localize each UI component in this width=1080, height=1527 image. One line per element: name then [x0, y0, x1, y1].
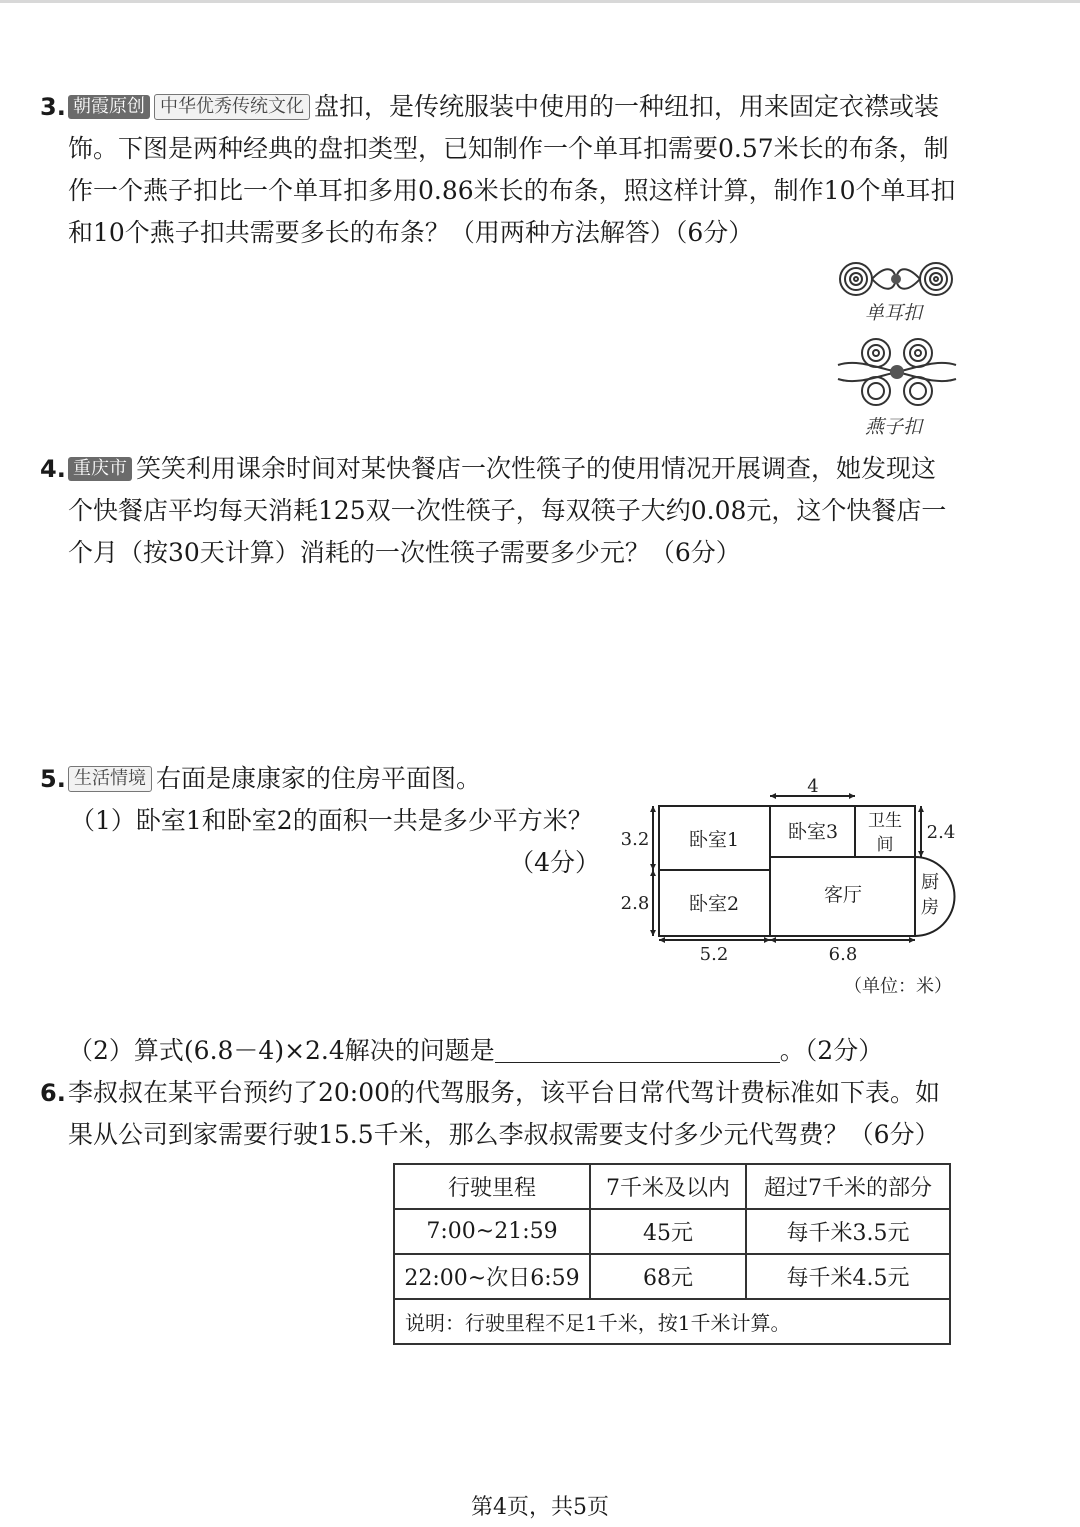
- question-number: 3.: [40, 93, 66, 121]
- single-ear-knot-icon: [836, 258, 956, 300]
- room-kitchen-line2: 房: [921, 897, 939, 918]
- sub-question-2-text: （2）算式(6.8－4)×2.4解决的问题是: [68, 1036, 495, 1065]
- room-kitchen-line1: 厨: [921, 872, 939, 893]
- table-cell: 7:00~21:59: [394, 1209, 590, 1254]
- table-note-row: [394, 1299, 950, 1344]
- dim-left-upper: 3.2: [620, 829, 650, 850]
- question-5: [40, 758, 600, 884]
- table-row: [394, 1254, 950, 1299]
- dim-top: 4: [807, 776, 819, 797]
- top-border: [0, 0, 1080, 3]
- fee-table: [393, 1163, 951, 1345]
- question-text: 笑笑利用课余时间对某快餐店一次性筷子的使用情况开展调查，她发现这个快餐店平均每天消耗125双一次性筷子，每双筷子大约0.08元，这个快餐店一个月（按30天计算）消耗的一次性筷子需要多少元？（6分）: [68, 454, 947, 567]
- table-cell: 45元: [590, 1209, 746, 1254]
- swallow-knot-caption: 燕子扣: [865, 416, 923, 438]
- swallow-knot-icon: [836, 333, 958, 411]
- source-tag: 重庆市: [68, 457, 132, 481]
- room-bedroom-3: 卧室3: [787, 821, 839, 843]
- sub-question-2: [68, 1030, 988, 1072]
- room-bathroom-line1: 卫生: [868, 811, 902, 831]
- question-number: 6.: [40, 1079, 66, 1107]
- table-cell: 每千米4.5元: [746, 1254, 950, 1299]
- table-note: 说明：行驶里程不足1千米，按1千米计算。: [394, 1299, 950, 1344]
- question-3: [40, 86, 960, 254]
- sub-question-2-score: 。（2分）: [779, 1036, 884, 1065]
- single-ear-knot-caption: 单耳扣: [865, 302, 923, 324]
- question-intro: 右面是康康家的住房平面图。: [156, 764, 482, 793]
- page-footer: 第4页，共5页: [471, 1495, 609, 1520]
- table-header: 7千米及以内: [590, 1164, 746, 1209]
- unit-label: （单位：米）: [844, 976, 952, 997]
- dim-bottom-left: 5.2: [699, 944, 729, 965]
- context-tag: 生活情境: [68, 766, 152, 792]
- sub-question-1-score: （4分）: [509, 848, 600, 877]
- question-number: 4.: [40, 455, 66, 483]
- floor-plan: [615, 770, 960, 1000]
- question-text: 李叔叔在某平台预约了20:00的代驾服务，该平台日常代驾计费标准如下表。如果从公司到家需要行驶15.5千米，那么李叔叔需要支付多少元代驾费？（6分）: [68, 1078, 941, 1149]
- table-cell: 每千米3.5元: [746, 1209, 950, 1254]
- question-6: [40, 1072, 960, 1156]
- table-header: 行驶里程: [394, 1164, 590, 1209]
- dim-left-lower: 2.8: [620, 893, 650, 914]
- answer-blank[interactable]: [495, 1036, 780, 1063]
- sub-question-1: （1）卧室1和卧室2的面积一共是多少平方米？: [70, 806, 593, 835]
- dim-bottom-right: 6.8: [828, 944, 858, 965]
- question-text: 盘扣，是传统服装中使用的一种纽扣，用来固定衣襟或装饰。下图是两种经典的盘扣类型，已知制作一个单耳扣需要0.57米长的布条，制作一个燕子扣比一个单耳扣多用0.86米长的布条，照这样计算，制作10个单耳扣和10个燕子扣共需要多长的布条？（用两种方法解答）（6分）: [68, 92, 956, 247]
- room-bathroom-line2: 间: [876, 835, 894, 855]
- source-tag: 朝霞原创: [68, 95, 150, 119]
- table-header: 超过7千米的部分: [746, 1164, 950, 1209]
- table-cell: 22:00~次日6:59: [394, 1254, 590, 1299]
- question-4: [40, 448, 960, 574]
- table-row: [394, 1209, 950, 1254]
- room-living: 客厅: [823, 884, 863, 906]
- room-bedroom-1: 卧室1: [688, 829, 740, 851]
- table-header-row: [394, 1164, 950, 1209]
- table-cell: 68元: [590, 1254, 746, 1299]
- dim-right: 2.4: [926, 822, 956, 843]
- question-number: 5.: [40, 765, 66, 793]
- room-bedroom-2: 卧室2: [688, 893, 740, 915]
- topic-tag: 中华优秀传统文化: [154, 94, 310, 120]
